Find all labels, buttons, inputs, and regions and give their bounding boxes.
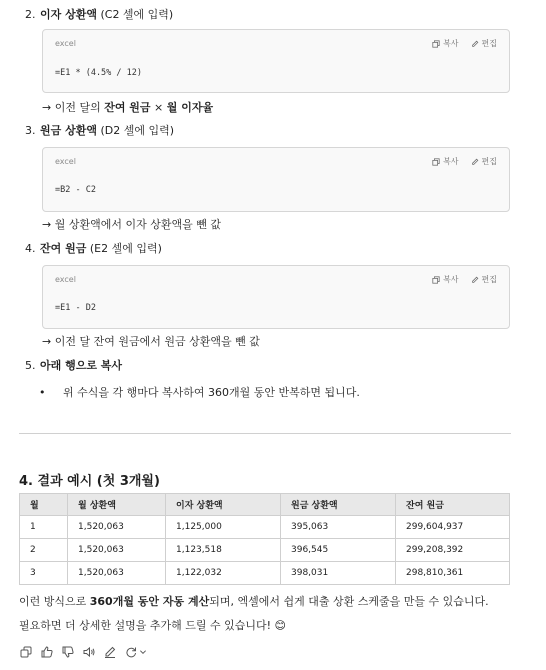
step-2-note: → 이전 달의 잔여 원금 × 월 이자율 xyxy=(42,101,214,114)
code-block-principal: excel 복사 편집 =B2 - C2 xyxy=(42,147,510,212)
summary-paragraph: 이런 방식으로 360개월 동안 자동 계산되며, 엑셀에서 쉽게 대출 상환 스케줄을 만들 수 있습니다. xyxy=(19,595,489,608)
code-actions xyxy=(432,156,497,167)
edit-button[interactable] xyxy=(103,645,117,659)
copy-button[interactable] xyxy=(19,645,33,659)
code-actions xyxy=(432,38,497,49)
code-text: =E1 * (4.5% / 12) xyxy=(55,68,142,78)
table-cell: 1 xyxy=(20,516,68,539)
table-cell: 398,031 xyxy=(281,562,396,585)
bullet-item: • 위 수식을 각 행마다 복사하여 360개월 동안 반복하면 됩니다. xyxy=(39,386,360,399)
copy-code-button[interactable]: 복사 xyxy=(432,274,458,285)
table-cell: 2 xyxy=(20,539,68,562)
step-5-heading: 5. 아래 행으로 복사 xyxy=(25,359,123,372)
step-3-heading: 3. 원금 상환액 (D2 셀에 입력) xyxy=(25,124,175,137)
thumbs-down-icon xyxy=(62,646,74,658)
table-cell: 1,520,063 xyxy=(68,516,166,539)
table-cell: 1,520,063 xyxy=(68,539,166,562)
column-header: 원금 상환액 xyxy=(281,494,396,516)
section-title: 4. 결과 예시 (첫 3개월) xyxy=(19,474,160,489)
read-aloud-button[interactable] xyxy=(82,645,96,659)
table-cell: 1,520,063 xyxy=(68,562,166,585)
table-cell: 299,208,392 xyxy=(396,539,510,562)
result-table xyxy=(19,493,510,585)
code-text: =E1 - D2 xyxy=(55,303,96,313)
step-4-note: → 이전 달 잔여 원금에서 원금 상환액을 뺀 값 xyxy=(42,335,260,348)
edit-icon xyxy=(471,276,479,284)
table-row xyxy=(20,562,510,585)
closing-paragraph: 필요하면 더 상세한 설명을 추가해 드릴 수 있습니다! 😊 xyxy=(19,619,286,632)
table-cell: 299,604,937 xyxy=(396,516,510,539)
copy-code-button[interactable]: 복사 xyxy=(432,38,458,49)
table-cell: 1,122,032 xyxy=(166,562,281,585)
column-header: 월 xyxy=(20,494,68,516)
copy-code-button[interactable]: 복사 xyxy=(432,156,458,167)
speaker-icon xyxy=(83,646,95,658)
regenerate-button[interactable] xyxy=(124,645,138,659)
step-2-heading: 2. 이자 상환액 (C2 셀에 입력) xyxy=(25,8,174,21)
step-3-note: → 월 상환액에서 이자 상환액을 뺀 값 xyxy=(42,218,221,231)
table-row xyxy=(20,516,510,539)
table-header-row xyxy=(20,494,510,516)
copy-icon xyxy=(20,646,32,658)
message-toolbar xyxy=(19,645,147,659)
divider xyxy=(19,433,511,434)
chevron-down-icon xyxy=(139,648,147,656)
code-block-interest: excel 복사 편집 =E1 * (4.5% / 12) xyxy=(42,29,510,93)
code-actions xyxy=(432,274,497,285)
table-cell: 1,125,000 xyxy=(166,516,281,539)
dislike-button[interactable] xyxy=(61,645,75,659)
table-cell: 395,063 xyxy=(281,516,396,539)
edit-code-button[interactable]: 편집 xyxy=(471,274,497,285)
edit-icon xyxy=(471,158,479,166)
edit-icon xyxy=(104,646,116,658)
column-header: 이자 상환액 xyxy=(166,494,281,516)
step-4-heading: 4. 잔여 원금 (E2 셀에 입력) xyxy=(25,242,162,255)
column-header: 잔여 원금 xyxy=(396,494,510,516)
code-block-balance: excel 복사 편집 =E1 - D2 xyxy=(42,265,510,329)
edit-code-button[interactable]: 편집 xyxy=(471,38,497,49)
edit-code-button[interactable]: 편집 xyxy=(471,156,497,167)
thumbs-up-icon xyxy=(41,646,53,658)
table-row xyxy=(20,539,510,562)
table-cell: 298,810,361 xyxy=(396,562,510,585)
copy-icon xyxy=(432,40,440,48)
regenerate-icon xyxy=(125,646,137,658)
edit-icon xyxy=(471,40,479,48)
copy-icon xyxy=(432,158,440,166)
model-dropdown-button[interactable] xyxy=(139,645,147,659)
like-button[interactable] xyxy=(40,645,54,659)
table-cell: 1,123,518 xyxy=(166,539,281,562)
code-text: =B2 - C2 xyxy=(55,185,96,195)
table-cell: 396,545 xyxy=(281,539,396,562)
table-cell: 3 xyxy=(20,562,68,585)
column-header: 월 상환액 xyxy=(68,494,166,516)
copy-icon xyxy=(432,276,440,284)
